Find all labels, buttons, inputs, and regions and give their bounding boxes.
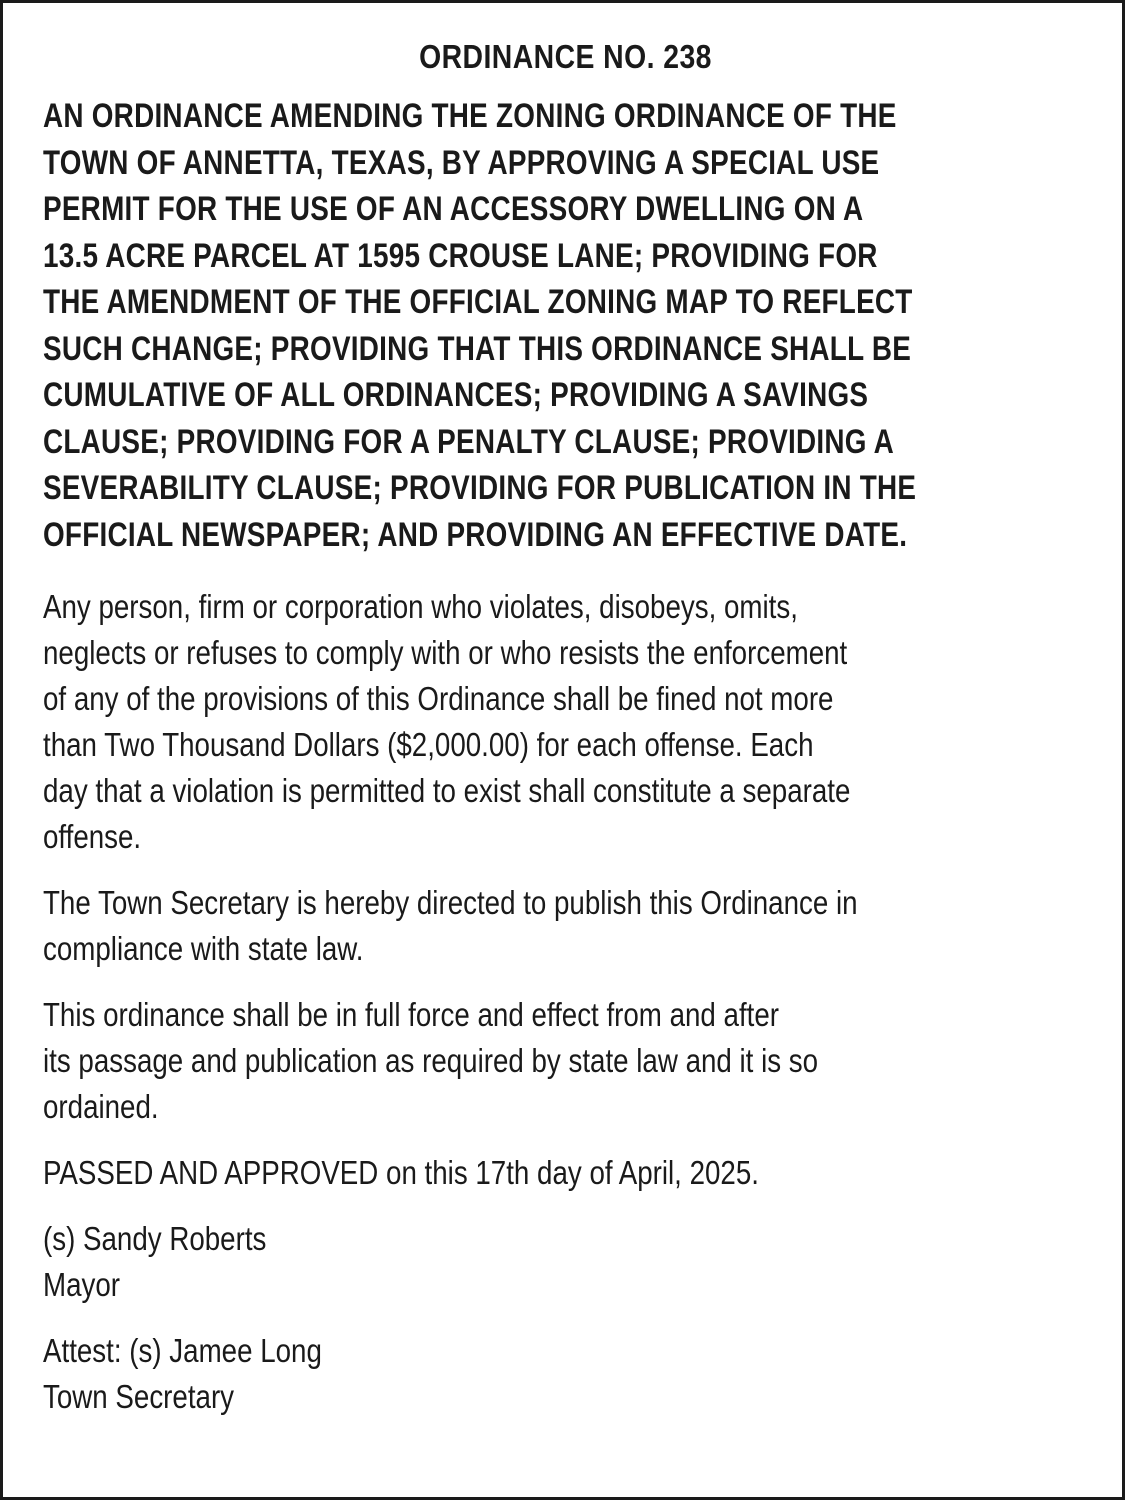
- effective-line: its passage and publication as required by state law and it is so: [43, 1042, 819, 1079]
- publication-line: The Town Secretary is hereby directed to publish this Ordinance in: [43, 884, 858, 921]
- caption-line: SUCH CHANGE; PROVIDING THAT THIS ORDINANCE SHALL BE: [43, 329, 912, 368]
- caption-line: 13.5 ACRE PARCEL AT 1595 CROUSE LANE; PROVIDING FOR: [43, 236, 878, 275]
- penalty-line: Any person, firm or corporation who violates, disobeys, omits,: [43, 588, 798, 625]
- ordinance-caption: [43, 93, 1088, 558]
- caption-line: THE AMENDMENT OF THE OFFICIAL ZONING MAP TO REFLECT: [43, 283, 913, 321]
- caption-line: TOWN OF ANNETTA, TEXAS, BY APPROVING A SPECIAL USE: [43, 143, 880, 182]
- caption-line: PERMIT FOR THE USE OF AN ACCESSORY DWELLING ON A: [43, 190, 864, 228]
- caption-line: SEVERABILITY CLAUSE; PROVIDING FOR PUBLICATION IN THE: [43, 469, 917, 507]
- attest-role: Town Secretary: [43, 1378, 235, 1415]
- mayor-signature-block: [43, 1216, 1096, 1308]
- passed-line: PASSED AND APPROVED on this 17th day of April, 2025.: [43, 1154, 759, 1191]
- effective-date-paragraph: [43, 992, 1096, 1130]
- ordinance-title: ORDINANCE NO. 238: [419, 38, 712, 75]
- penalty-paragraph: [43, 584, 1096, 860]
- mayor-role: Mayor: [43, 1266, 121, 1303]
- mayor-signature: (s) Sandy Roberts: [43, 1220, 267, 1257]
- publication-paragraph: [43, 880, 1096, 972]
- caption-line: OFFICIAL NEWSPAPER; AND PROVIDING AN EFFECTIVE DATE.: [43, 515, 908, 554]
- penalty-line: neglects or refuses to comply with or who resists the enforcement: [43, 634, 848, 671]
- passed-and-approved: [43, 1150, 1096, 1196]
- caption-line: CLAUSE; PROVIDING FOR A PENALTY CLAUSE; PROVIDING A: [43, 422, 895, 461]
- caption-line: AN ORDINANCE AMENDING THE ZONING ORDINANCE OF THE: [43, 97, 897, 135]
- penalty-line: offense.: [43, 818, 142, 855]
- attest-signature-block: [43, 1328, 1096, 1420]
- publication-line: compliance with state law.: [43, 930, 364, 967]
- caption-line: CUMULATIVE OF ALL ORDINANCES; PROVIDING A SAVINGS: [43, 376, 869, 414]
- penalty-line: day that a violation is permitted to exist shall constitute a separate: [43, 772, 851, 809]
- effective-line: ordained.: [43, 1088, 159, 1125]
- penalty-line: of any of the provisions of this Ordinance shall be fined not more: [43, 680, 834, 717]
- attest-signature: Attest: (s) Jamee Long: [43, 1332, 322, 1369]
- penalty-line: than Two Thousand Dollars ($2,000.00) for each offense. Each: [43, 726, 814, 763]
- effective-line: This ordinance shall be in full force and effect from and after: [43, 996, 780, 1033]
